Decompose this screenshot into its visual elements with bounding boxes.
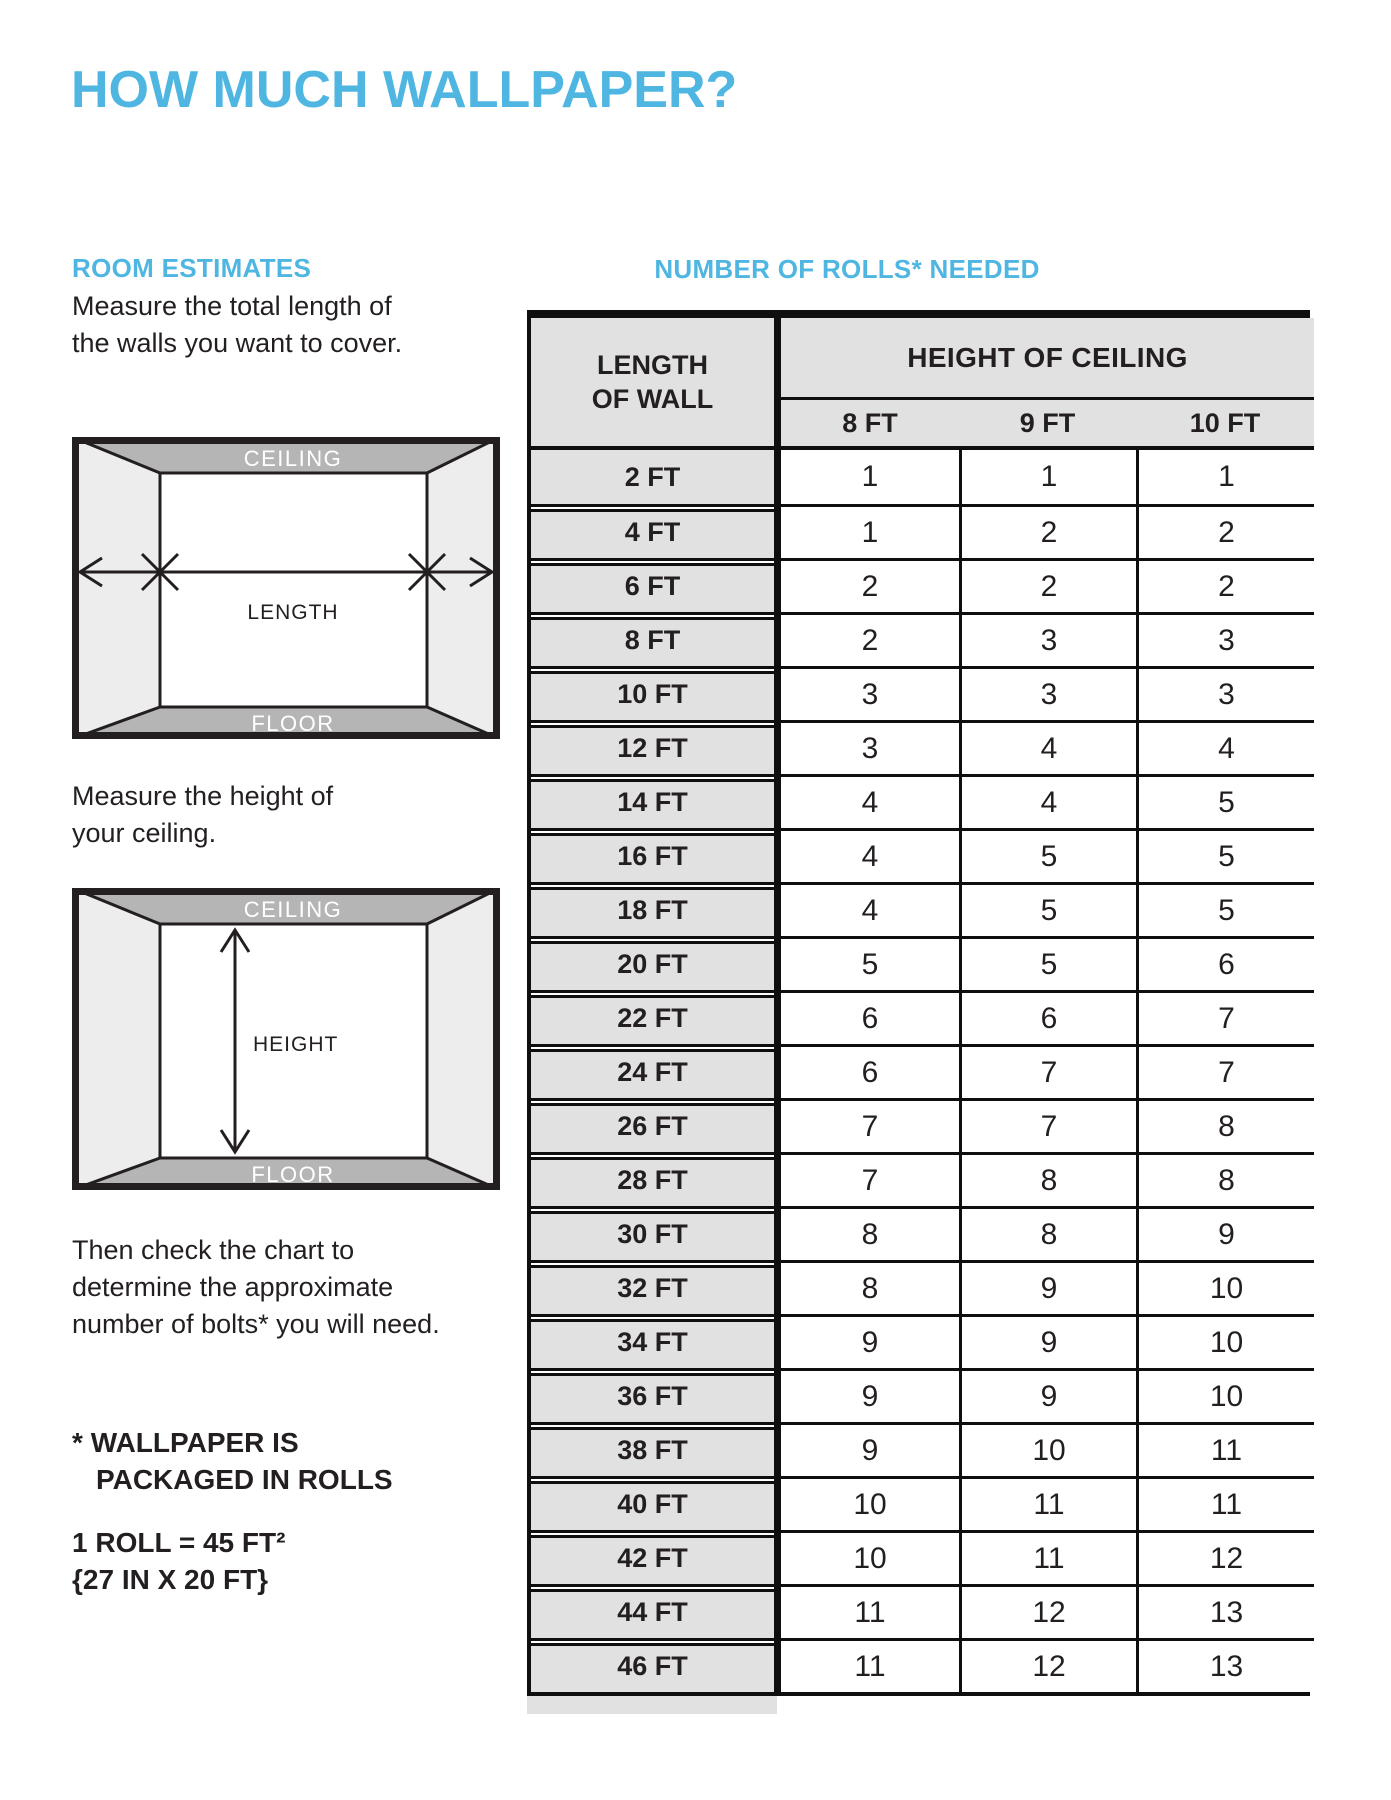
rolls-table-title: NUMBER OF ROLLS* NEEDED — [654, 254, 1040, 284]
row-label-6-ft: 6 FT — [531, 558, 781, 612]
rolls-needed-table — [527, 310, 1310, 1696]
roll-size-info — [72, 1524, 285, 1598]
roll-count-cell: 3 — [1136, 612, 1314, 666]
roll-count-cell: 4 — [781, 774, 959, 828]
text-line: your ceiling. — [72, 818, 217, 848]
row-label-8-ft: 8 FT — [531, 612, 781, 666]
floor-label: FLOOR — [251, 711, 335, 736]
roll-count-cell: 13 — [1136, 1584, 1314, 1638]
row-label-20-ft: 20 FT — [531, 936, 781, 990]
row-label-28-ft: 28 FT — [531, 1152, 781, 1206]
footnote-line: PACKAGED IN ROLLS — [96, 1464, 393, 1495]
row-label-42-ft: 42 FT — [531, 1530, 781, 1584]
roll-count-cell: 9 — [959, 1260, 1136, 1314]
roll-count-cell: 11 — [1136, 1476, 1314, 1530]
row-label-22-ft: 22 FT — [531, 990, 781, 1044]
roll-count-cell: 5 — [959, 828, 1136, 882]
height-label: HEIGHT — [253, 1033, 339, 1056]
group-header-height-of-ceiling: HEIGHT OF CEILING — [781, 318, 1314, 400]
roll-count-cell: 8 — [959, 1206, 1136, 1260]
asterisk-marker: * — [72, 1427, 83, 1458]
column-header-9ft: 9 FT — [959, 400, 1136, 450]
text-line: Measure the total length of — [72, 291, 392, 321]
roll-count-cell: 2 — [781, 558, 959, 612]
roll-count-cell: 4 — [959, 720, 1136, 774]
row-label-24-ft: 24 FT — [531, 1044, 781, 1098]
roll-size-line: 1 ROLL = 45 FT² — [72, 1527, 286, 1558]
roll-count-cell: 7 — [959, 1098, 1136, 1152]
row-label-32-ft: 32 FT — [531, 1260, 781, 1314]
label-column-stub — [527, 1696, 777, 1714]
ceiling-label: CEILING — [243, 897, 343, 922]
text-line: determine the approximate — [72, 1272, 394, 1302]
roll-count-cell: 9 — [781, 1314, 959, 1368]
roll-count-cell: 1 — [959, 450, 1136, 504]
rolls-footnote — [72, 1424, 393, 1498]
row-label-44-ft: 44 FT — [531, 1584, 781, 1638]
roll-count-cell: 3 — [781, 666, 959, 720]
roll-count-cell: 7 — [1136, 1044, 1314, 1098]
row-label-26-ft: 26 FT — [531, 1098, 781, 1152]
roll-count-cell: 12 — [1136, 1530, 1314, 1584]
room-estimates-heading: ROOM ESTIMATES — [72, 253, 312, 283]
roll-count-cell: 10 — [781, 1476, 959, 1530]
roll-count-cell: 5 — [1136, 882, 1314, 936]
measure-height-text — [72, 778, 333, 852]
room-height-diagram — [72, 888, 500, 1190]
roll-count-cell: 7 — [1136, 990, 1314, 1044]
row-label-38-ft: 38 FT — [531, 1422, 781, 1476]
roll-count-cell: 8 — [1136, 1098, 1314, 1152]
roll-count-cell: 5 — [959, 936, 1136, 990]
roll-count-cell: 1 — [1136, 450, 1314, 504]
roll-count-cell: 9 — [1136, 1206, 1314, 1260]
roll-count-cell: 2 — [1136, 504, 1314, 558]
roll-count-cell: 8 — [959, 1152, 1136, 1206]
roll-size-line: {27 IN X 20 FT} — [72, 1564, 269, 1595]
roll-count-cell: 7 — [959, 1044, 1136, 1098]
corner-header-length-of-wall: LENGTH OF WALL — [531, 318, 781, 450]
row-label-14-ft: 14 FT — [531, 774, 781, 828]
roll-count-cell: 8 — [781, 1206, 959, 1260]
row-label-46-ft: 46 FT — [531, 1638, 781, 1692]
page-title: HOW MUCH WALLPAPER? — [71, 61, 738, 119]
roll-count-cell: 5 — [1136, 828, 1314, 882]
roll-count-cell: 11 — [959, 1476, 1136, 1530]
roll-count-cell: 3 — [1136, 666, 1314, 720]
roll-count-cell: 4 — [781, 882, 959, 936]
roll-count-cell: 3 — [959, 612, 1136, 666]
roll-count-cell: 2 — [959, 558, 1136, 612]
roll-count-cell: 3 — [959, 666, 1136, 720]
roll-count-cell: 5 — [959, 882, 1136, 936]
roll-count-cell: 11 — [959, 1530, 1136, 1584]
text-line: number of bolts* you will need. — [72, 1309, 440, 1339]
row-label-16-ft: 16 FT — [531, 828, 781, 882]
roll-count-cell: 9 — [959, 1314, 1136, 1368]
column-header-8ft: 8 FT — [781, 400, 959, 450]
row-label-12-ft: 12 FT — [531, 720, 781, 774]
roll-count-cell: 13 — [1136, 1638, 1314, 1692]
roll-count-cell: 4 — [781, 828, 959, 882]
roll-count-cell: 9 — [781, 1368, 959, 1422]
roll-count-cell: 11 — [1136, 1422, 1314, 1476]
roll-count-cell: 8 — [781, 1260, 959, 1314]
roll-count-cell: 5 — [1136, 774, 1314, 828]
roll-count-cell: 9 — [781, 1422, 959, 1476]
text-line: Measure the height of — [72, 781, 334, 811]
roll-count-cell: 11 — [781, 1584, 959, 1638]
roll-count-cell: 6 — [781, 990, 959, 1044]
roll-count-cell: 3 — [781, 720, 959, 774]
row-label-4-ft: 4 FT — [531, 504, 781, 558]
roll-count-cell: 6 — [1136, 936, 1314, 990]
floor-label: FLOOR — [251, 1162, 335, 1187]
room-length-diagram — [72, 437, 500, 739]
roll-count-cell: 1 — [781, 450, 959, 504]
roll-count-cell: 6 — [959, 990, 1136, 1044]
roll-count-cell: 6 — [781, 1044, 959, 1098]
ceiling-label: CEILING — [243, 446, 343, 471]
measure-length-text — [72, 288, 402, 362]
roll-count-cell: 10 — [1136, 1260, 1314, 1314]
roll-count-cell: 9 — [959, 1368, 1136, 1422]
roll-count-cell: 7 — [781, 1098, 959, 1152]
roll-count-cell: 2 — [781, 612, 959, 666]
footnote-line: * WALLPAPER IS — [72, 1427, 299, 1458]
row-label-34-ft: 34 FT — [531, 1314, 781, 1368]
text-line: Then check the chart to — [72, 1235, 355, 1265]
roll-count-cell: 1 — [781, 504, 959, 558]
roll-count-cell: 4 — [959, 774, 1136, 828]
roll-count-cell: 2 — [959, 504, 1136, 558]
roll-count-cell: 7 — [781, 1152, 959, 1206]
roll-count-cell: 4 — [1136, 720, 1314, 774]
length-label: LENGTH — [247, 601, 339, 624]
roll-count-cell: 12 — [959, 1584, 1136, 1638]
text-line: the walls you want to cover. — [72, 328, 403, 358]
roll-count-cell: 5 — [781, 936, 959, 990]
roll-count-cell: 10 — [781, 1530, 959, 1584]
row-label-10-ft: 10 FT — [531, 666, 781, 720]
row-label-30-ft: 30 FT — [531, 1206, 781, 1260]
roll-count-cell: 12 — [959, 1638, 1136, 1692]
check-chart-text — [72, 1232, 440, 1343]
row-label-2-ft: 2 FT — [531, 450, 781, 504]
roll-count-cell: 2 — [1136, 558, 1314, 612]
row-label-18-ft: 18 FT — [531, 882, 781, 936]
row-label-36-ft: 36 FT — [531, 1368, 781, 1422]
roll-count-cell: 11 — [781, 1638, 959, 1692]
column-header-10ft: 10 FT — [1136, 400, 1314, 450]
row-label-40-ft: 40 FT — [531, 1476, 781, 1530]
roll-count-cell: 8 — [1136, 1152, 1314, 1206]
roll-count-cell: 10 — [1136, 1368, 1314, 1422]
roll-count-cell: 10 — [1136, 1314, 1314, 1368]
back-wall — [160, 473, 427, 707]
roll-count-cell: 10 — [959, 1422, 1136, 1476]
